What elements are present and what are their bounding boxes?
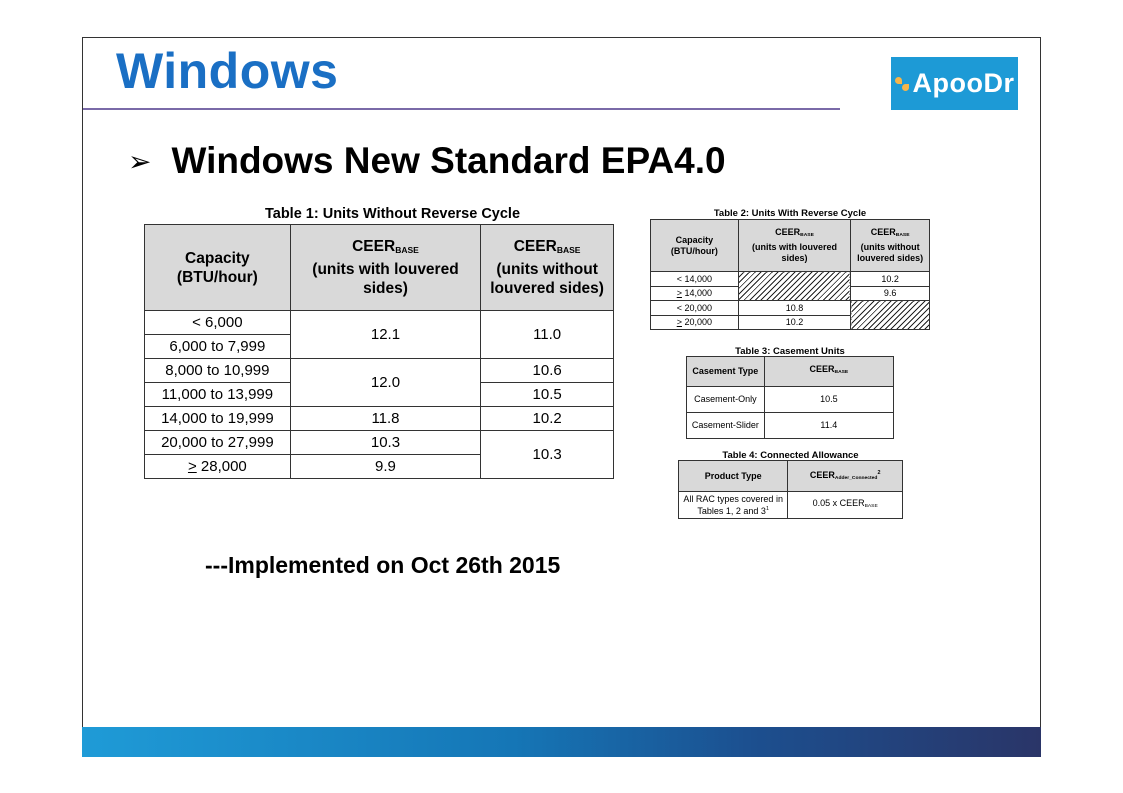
section-heading: [128, 140, 726, 182]
type-cell: Casement-Slider: [687, 413, 765, 439]
value-cell: 0.05 x $CEER_{BASE}$: [788, 492, 903, 519]
table2-header-capacity: Capacity (BTU/hour): [651, 220, 739, 272]
value-cell: 12.0: [290, 359, 481, 407]
heading-text: Windows New Standard EPA4.0: [171, 140, 726, 181]
table1: [144, 224, 614, 479]
table3-header-ceer: $CEER_{BASE}$: [764, 357, 893, 387]
capacity-cell: > 20,000: [651, 315, 739, 330]
capacity-cell: > 14,000: [651, 286, 739, 301]
capacity-cell: > 28,000: [145, 455, 291, 479]
table1-header-with-louvers: $CEER_{BASE}$ (units with louvered sides): [290, 225, 481, 311]
table-row: [651, 272, 930, 287]
table-row: [687, 413, 894, 439]
value-cell: 10.5: [481, 383, 614, 407]
table4: [678, 460, 903, 519]
table4-caption: Table 4: Connected Allowance: [722, 450, 859, 461]
product-cell: All RAC types covered in Tables 1, 2 and $3^1$: [679, 492, 788, 519]
table2: [650, 219, 930, 330]
logo-icon: [895, 77, 909, 91]
title-divider: [83, 108, 840, 110]
table4-header-ceer: $CEER_{Adder\_Connected}^2$: [788, 461, 903, 492]
capacity-cell: 8,000 to 10,999: [145, 359, 291, 383]
capacity-cell: < 20,000: [651, 301, 739, 316]
table-row: [687, 387, 894, 413]
capacity-cell: < 14,000: [651, 272, 739, 287]
value-cell: 9.9: [290, 455, 481, 479]
value-cell: 9.6: [851, 286, 930, 301]
table-row: [145, 407, 614, 431]
table3: [686, 356, 894, 439]
table2-header-row: [651, 220, 930, 272]
table1-header-capacity: Capacity (BTU/hour): [145, 225, 291, 311]
value-cell: 10.3: [290, 431, 481, 455]
table1-header-without-louvers: $CEER_{BASE}$ (units without louvered sides): [481, 225, 614, 311]
company-logo: [891, 57, 1018, 110]
table4-header-product: Product Type: [679, 461, 788, 492]
type-cell: Casement-Only: [687, 387, 765, 413]
value-cell: 11.8: [290, 407, 481, 431]
table1-caption: Table 1: Units Without Reverse Cycle: [264, 206, 521, 222]
capacity-cell: 11,000 to 13,999: [145, 383, 291, 407]
capacity-cell: < 6,000: [145, 311, 291, 335]
implementation-date: ---Implemented on Oct 26th 2015: [205, 552, 561, 578]
table2-header-without-louvers: $CEER_{BASE}$ (units without louvered sides): [851, 220, 930, 272]
value-cell: 11.4: [764, 413, 893, 439]
logo-text: ApooDr: [912, 68, 1015, 98]
capacity-cell: 14,000 to 19,999: [145, 407, 291, 431]
table-row: [679, 492, 903, 519]
value-cell: 10.2: [481, 407, 614, 431]
table-row: [145, 359, 614, 383]
value-cell: 11.0: [481, 311, 614, 359]
capacity-cell: 20,000 to 27,999: [145, 431, 291, 455]
not-applicable-cell: [851, 301, 930, 330]
table2-header-with-louvers: $CEER_{BASE}$ (units with louvered sides): [738, 220, 851, 272]
value-cell: 12.1: [290, 311, 481, 359]
arrow-bullet-icon: ➢: [128, 144, 152, 178]
table-row: [145, 311, 614, 335]
table3-caption: Table 3: Casement Units: [735, 346, 845, 357]
value-cell: 10.3: [481, 431, 614, 479]
table3-header-row: [687, 357, 894, 387]
value-cell: 10.5: [764, 387, 893, 413]
footer-bar: [82, 727, 1041, 757]
not-applicable-cell: [738, 272, 851, 301]
page-title: Windows: [116, 43, 339, 99]
value-cell: 10.6: [481, 359, 614, 383]
table1-header-row: [145, 225, 614, 311]
table3-header-type: Casement Type: [687, 357, 765, 387]
table-row: [145, 431, 614, 455]
capacity-cell: 6,000 to 7,999: [145, 335, 291, 359]
value-cell: 10.2: [851, 272, 930, 287]
value-cell: 10.8: [738, 301, 851, 316]
table-row: [651, 301, 930, 316]
table2-caption: Table 2: Units With Reverse Cycle: [713, 208, 867, 219]
table4-header-row: [679, 461, 903, 492]
value-cell: 10.2: [738, 315, 851, 330]
